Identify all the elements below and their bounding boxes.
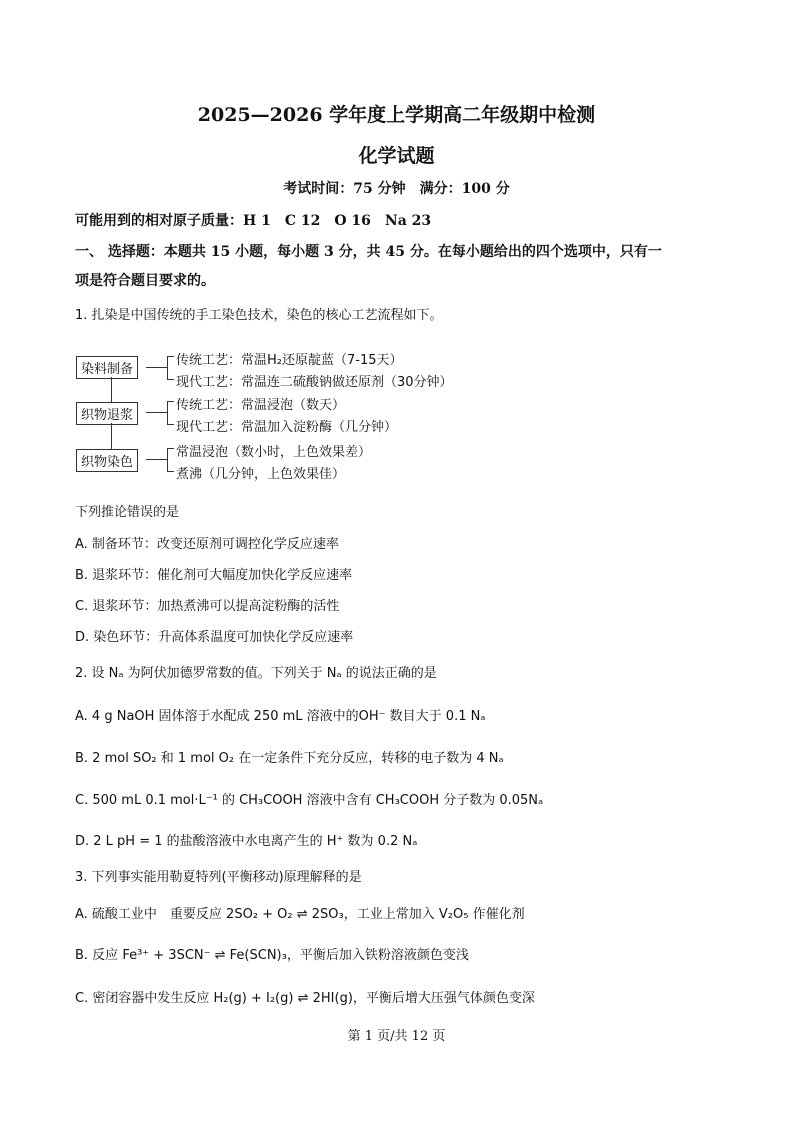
flow-connector-1 bbox=[146, 367, 167, 368]
flow-step-1: 染料制备 bbox=[76, 356, 138, 379]
q1-option-b: B. 退浆环节：催化剂可大幅度加快化学反应速率 bbox=[75, 568, 353, 583]
q3-option-b: B. 反应 Fe³⁺ + 3SCN⁻ ⇌ Fe(SCN)₃，平衡后加入铁粉溶液颜色变浅 bbox=[75, 948, 469, 963]
section-heading-line1: 一、 选择题：本题共 15 小题，每小题 3 分，共 45 分。在每小题给出的四个选项中，只有一 bbox=[75, 244, 662, 260]
q2-option-c: C. 500 mL 0.1 mol·L⁻¹ 的 CH₃COOH 溶液中含有 CH₃COOH 分子数为 0.05Nₐ bbox=[75, 793, 544, 808]
flow-step-3-branch-2: 煮沸（几分钟，上色效果佳） bbox=[176, 467, 346, 482]
q1-option-a: A. 制备环节：改变还原剂可调控化学反应速率 bbox=[75, 537, 339, 552]
page-footer: 第 1 页/共 12 页 bbox=[347, 1029, 446, 1044]
q3-option-a: A. 硫酸工业中 重要反应 2SO₂ + O₂ ⇌ 2SO₃，工业上常加入 V₂O₅ 作催化剂 bbox=[75, 907, 525, 922]
flow-step-1-branch-1: 传统工艺：常温H₂还原靛蓝（7-15天） bbox=[176, 353, 403, 368]
q1-prompt: 下列推论错误的是 bbox=[75, 505, 180, 520]
atomic-mass-line: 可能用到的相对原子质量：H 1 C 12 O 16 Na 23 bbox=[75, 213, 432, 229]
flow-bracket-1 bbox=[167, 356, 174, 380]
flow-connector-3 bbox=[146, 459, 167, 460]
q3-option-c: C. 密闭容器中发生反应 H₂(g) + I₂(g) ⇌ 2HI(g)，平衡后增大压强气体颜色变深 bbox=[75, 991, 535, 1006]
q3-stem: 3. 下列事实能用勒夏特列(平衡移动)原理解释的是 bbox=[75, 870, 362, 885]
exam-info: 考试时间：75 分钟 满分：100 分 bbox=[283, 181, 510, 197]
q2-stem: 2. 设 Nₐ 为阿伏加德罗常数的值。下列关于 Nₐ 的说法正确的是 bbox=[75, 666, 437, 681]
q2-option-b: B. 2 mol SO₂ 和 1 mol O₂ 在一定条件下充分反应，转移的电子数为 4 Nₐ bbox=[75, 751, 504, 766]
flow-bracket-3 bbox=[167, 448, 174, 472]
flow-step-1-branch-2: 现代工艺：常温连二硫酸钠做还原剂（30分钟） bbox=[176, 375, 453, 390]
q1-stem: 1. 扎染是中国传统的手工染色技术，染色的核心工艺流程如下。 bbox=[75, 308, 443, 323]
exam-title: 2025—2026 学年度上学期高二年级期中检测 bbox=[197, 104, 596, 126]
q2-option-d: D. 2 L pH = 1 的盐酸溶液中水电离产生的 H⁺ 数为 0.2 Nₐ bbox=[75, 834, 418, 849]
flow-bracket-2 bbox=[167, 401, 174, 425]
flow-step-2-branch-2: 现代工艺：常温加入淀粉酶（几分钟） bbox=[176, 420, 398, 435]
q1-option-d: D. 染色环节：升高体系温度可加快化学反应速率 bbox=[75, 630, 354, 645]
flow-step-3-branch-1: 常温浸泡（数小时，上色效果差） bbox=[176, 445, 372, 460]
flow-arrow-1 bbox=[111, 377, 112, 402]
flow-step-2: 织物退浆 bbox=[76, 402, 138, 425]
q1-option-c: C. 退浆环节：加热煮沸可以提高淀粉酶的活性 bbox=[75, 599, 340, 614]
flow-connector-2 bbox=[146, 412, 167, 413]
subject-title: 化学试题 bbox=[358, 145, 435, 167]
flow-arrow-2 bbox=[111, 423, 112, 449]
flow-step-3: 织物染色 bbox=[76, 449, 138, 472]
flow-step-2-branch-1: 传统工艺：常温浸泡（数天） bbox=[176, 398, 346, 413]
q2-option-a: A. 4 g NaOH 固体溶于水配成 250 mL 溶液中的OH⁻ 数目大于 0.1 Nₐ bbox=[75, 709, 486, 724]
section-heading-line2: 项是符合题目要求的。 bbox=[75, 273, 215, 289]
